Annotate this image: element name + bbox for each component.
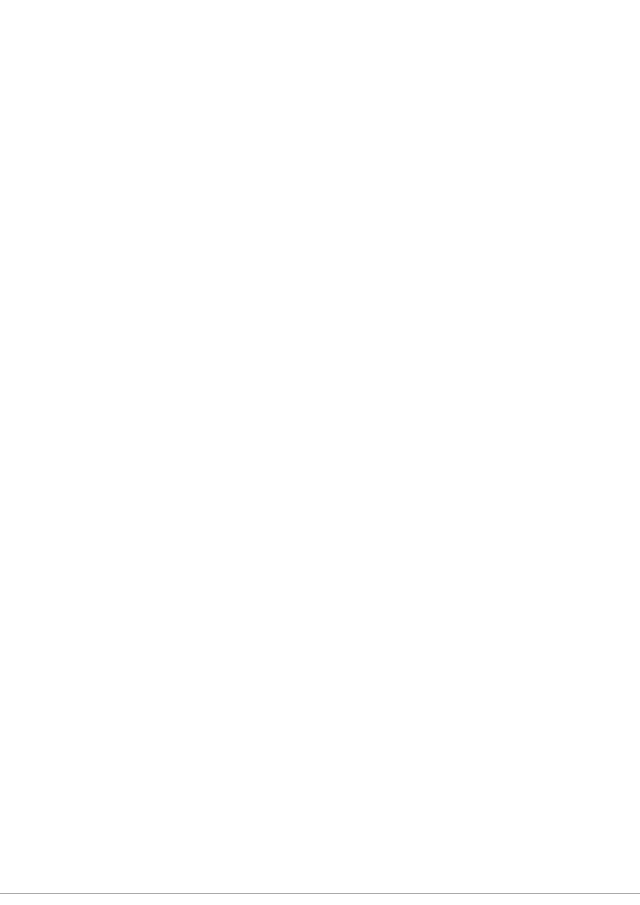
page-bottom-rule: [0, 893, 640, 894]
